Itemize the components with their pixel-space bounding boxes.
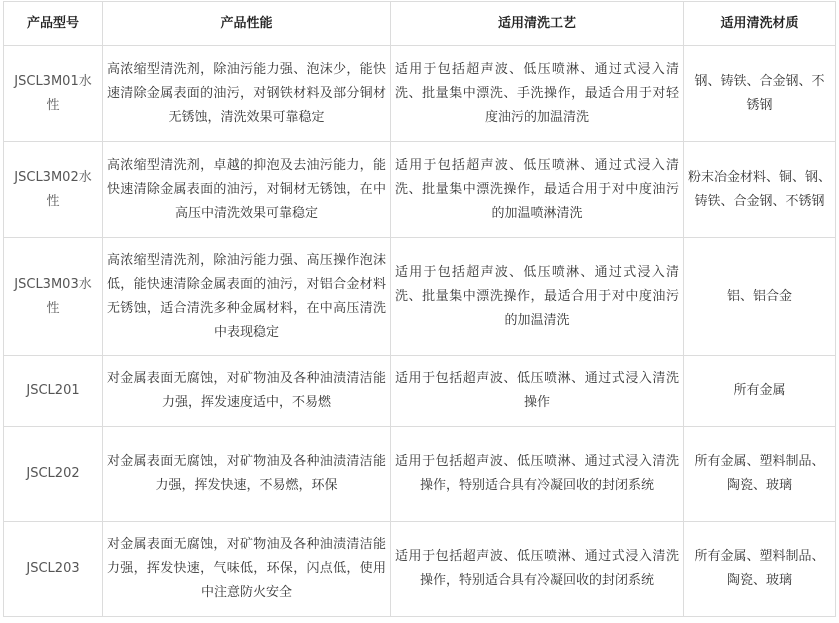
cell-performance: 高浓缩型清洗剂，除油污能力强、高压操作泡沫低，能快速清除金属表面的油污，对铝合金材料无锈蚀，适合清洗多种金属材料，在中高压清洗中表现稳定 bbox=[103, 238, 391, 356]
cell-material: 铝、铝合金 bbox=[684, 238, 836, 356]
cell-process: 适用于包括超声波、低压喷淋、通过式浸入清洗、批量集中漂洗操作，最适合用于对中度油污的加温清洗 bbox=[391, 238, 684, 356]
table-row bbox=[4, 238, 836, 356]
cell-process: 适用于包括超声波、低压喷淋、通过式浸入清洗操作，特别适合具有冷凝回收的封闭系统 bbox=[391, 522, 684, 617]
cell-model: JSCL203 bbox=[4, 522, 103, 617]
cell-model: JSCL3M01水性 bbox=[4, 46, 103, 142]
header-model: 产品型号 bbox=[4, 2, 103, 46]
table-row bbox=[4, 142, 836, 238]
header-material: 适用清洗材质 bbox=[684, 2, 836, 46]
cell-process: 适用于包括超声波、低压喷淋、通过式浸入清洗操作，特别适合具有冷凝回收的封闭系统 bbox=[391, 427, 684, 522]
cell-material: 所有金属、塑料制品、陶瓷、玻璃 bbox=[684, 427, 836, 522]
cell-performance: 对金属表面无腐蚀，对矿物油及各种油渍清洁能力强，挥发快速，不易燃，环保 bbox=[103, 427, 391, 522]
table-row bbox=[4, 427, 836, 522]
cell-material: 粉末冶金材料、铜、钢、铸铁、合金钢、不锈钢 bbox=[684, 142, 836, 238]
cell-performance: 高浓缩型清洗剂，除油污能力强、泡沫少，能快速清除金属表面的油污，对钢铁材料及部分铜材无锈蚀，清洗效果可靠稳定 bbox=[103, 46, 391, 142]
table-header bbox=[4, 2, 836, 46]
table-row bbox=[4, 522, 836, 617]
cell-process: 适用于包括超声波、低压喷淋、通过式浸入清洗、批量集中漂洗、手洗操作，最适合用于对轻度油污的加温清洗 bbox=[391, 46, 684, 142]
cell-material: 所有金属 bbox=[684, 356, 836, 427]
cell-performance: 高浓缩型清洗剂，卓越的抑泡及去油污能力，能快速清除金属表面的油污，对铜材无锈蚀，在中高压中清洗效果可靠稳定 bbox=[103, 142, 391, 238]
table-body bbox=[4, 46, 836, 617]
cell-model: JSCL3M02水性 bbox=[4, 142, 103, 238]
cell-model: JSCL3M03水性 bbox=[4, 238, 103, 356]
product-spec-table bbox=[3, 1, 836, 617]
cell-process: 适用于包括超声波、低压喷淋、通过式浸入清洗、批量集中漂洗操作，最适合用于对中度油污的加温喷淋清洗 bbox=[391, 142, 684, 238]
cell-material: 钢、铸铁、合金钢、不锈钢 bbox=[684, 46, 836, 142]
cell-model: JSCL202 bbox=[4, 427, 103, 522]
header-performance: 产品性能 bbox=[103, 2, 391, 46]
header-process: 适用清洗工艺 bbox=[391, 2, 684, 46]
table-row bbox=[4, 46, 836, 142]
cell-process: 适用于包括超声波、低压喷淋、通过式浸入清洗操作 bbox=[391, 356, 684, 427]
cell-material: 所有金属、塑料制品、陶瓷、玻璃 bbox=[684, 522, 836, 617]
cell-performance: 对金属表面无腐蚀，对矿物油及各种油渍清洁能力强，挥发速度适中，不易燃 bbox=[103, 356, 391, 427]
table-row bbox=[4, 356, 836, 427]
cell-model: JSCL201 bbox=[4, 356, 103, 427]
cell-performance: 对金属表面无腐蚀，对矿物油及各种油渍清洁能力强，挥发快速，气味低，环保，闪点低，使用中注意防火安全 bbox=[103, 522, 391, 617]
header-row bbox=[4, 2, 836, 46]
